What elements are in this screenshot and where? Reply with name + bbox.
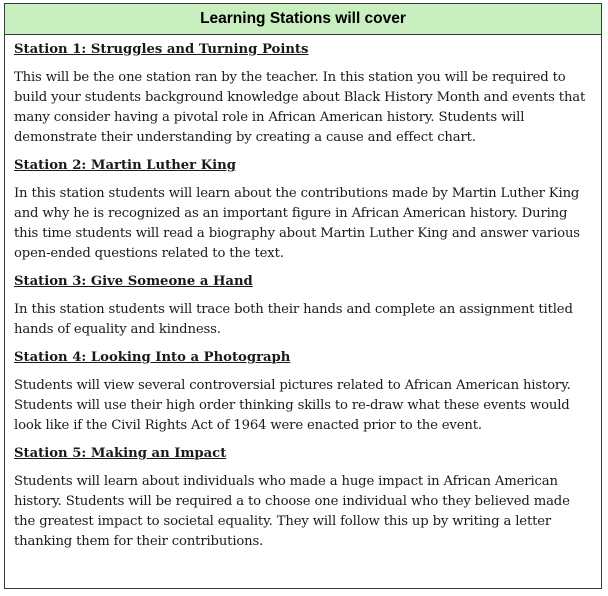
learning-stations-document <box>4 3 602 589</box>
station-5 <box>14 445 592 552</box>
station-title: Station 1: Struggles and Turning Points <box>14 42 309 57</box>
station-title: Station 4: Looking Into a Photograph <box>14 350 291 365</box>
stations-list <box>5 35 601 552</box>
station-description: In this station students will trace both their hands and complete an assignment titled hands of equality and kindness. <box>14 302 573 337</box>
header-title: Learning Stations will cover <box>200 10 406 27</box>
station-4 <box>14 349 592 436</box>
station-3 <box>14 273 592 340</box>
station-title: Station 5: Making an Impact <box>14 446 227 461</box>
station-2 <box>14 157 592 264</box>
station-description: This will be the one station ran by the teacher. In this station you will be required to build your students background knowledge about Black History Month and events that many consider having a pivotal role in African American history. Students will demonstrate their understanding by creating a cause and effect chart. <box>14 70 586 145</box>
document-header <box>5 4 601 35</box>
station-1 <box>14 41 592 148</box>
station-description: Students will learn about individuals who made a huge impact in African American history. Students will be required a to choose one individual who they believed made the greatest impact to societal equality. They will follow this up by writing a letter thanking them for their contributions. <box>14 474 570 549</box>
station-title: Station 3: Give Someone a Hand <box>14 274 253 289</box>
station-title: Station 2: Martin Luther King <box>14 158 236 173</box>
station-description: In this station students will learn about the contributions made by Martin Luther King and why he is recognized as an important figure in African American history. During this time students will read a biography about Martin Luther King and answer various open-ended questions related to the text. <box>14 186 580 261</box>
station-description: Students will view several controversial pictures related to African American history. Students will use their high order thinking skills to re-draw what these events would look like if the Civil Rights Act of 1964 were enacted prior to the event. <box>14 378 571 433</box>
